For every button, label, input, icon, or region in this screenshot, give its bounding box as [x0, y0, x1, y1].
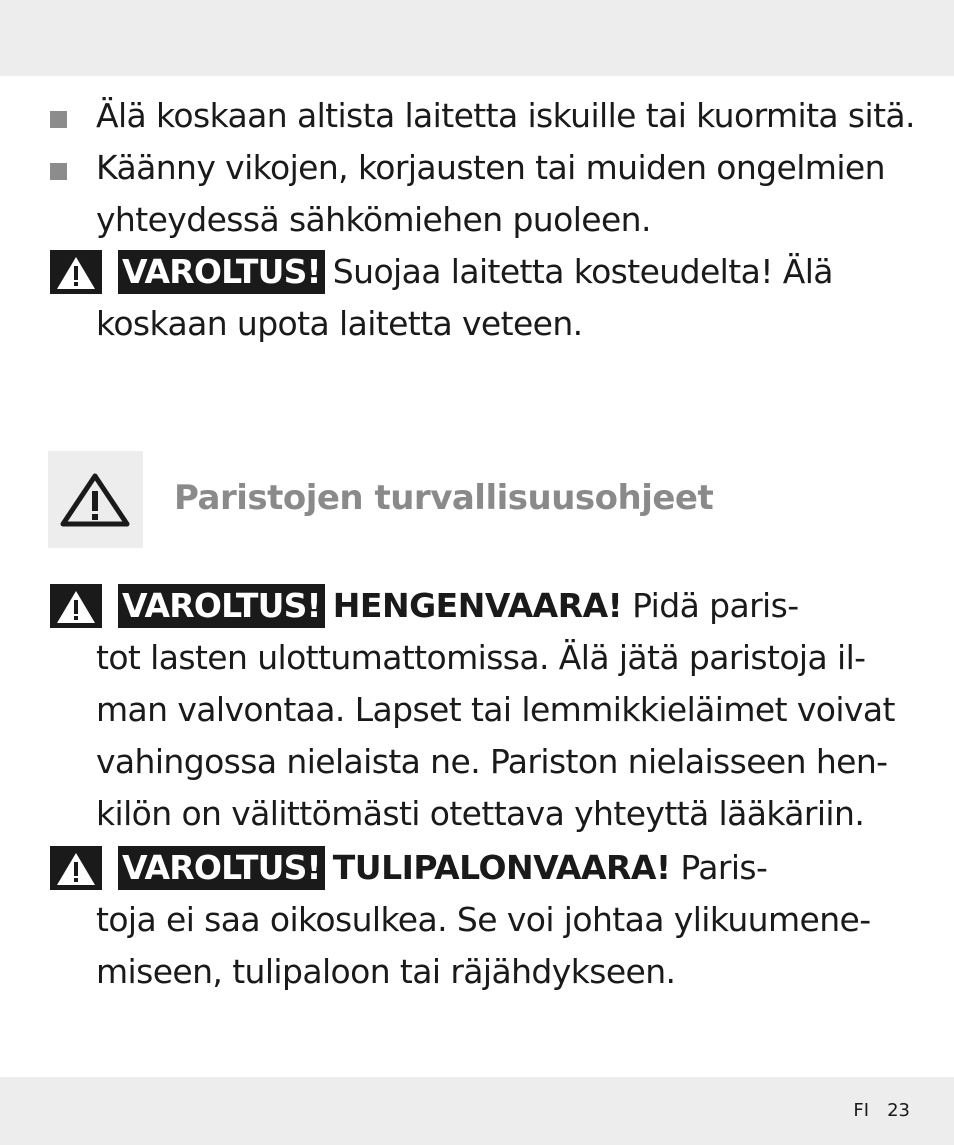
hazard-label: HENGENVAARA! [332, 586, 623, 625]
section-title: Paristojen turvallisuusohjeet [174, 478, 714, 518]
warning-moisture-text-1: Suojaa laitetta kosteudelta! Älä [332, 252, 833, 291]
warning-life-text-1: Pidä paris- [632, 586, 799, 625]
footer-page-number: 23 [887, 1100, 910, 1121]
warning-moisture [96, 246, 916, 350]
warning-triangle-icon [50, 584, 102, 628]
bullet-item-1-text: Älä koskaan altista laitetta iskuille tai kuormita sitä. [96, 96, 915, 135]
warning-life-text-line: man valvontaa. Lapset tai lemmikkieläimet voivat [96, 690, 895, 729]
warning-life-danger [96, 580, 916, 840]
bottom-band [0, 1077, 954, 1145]
warning-triangle-icon [50, 250, 102, 294]
bullet-item-1 [96, 90, 916, 142]
warning-triangle-icon [60, 473, 130, 527]
bullet-marker [50, 111, 67, 128]
bullet-item-2-line-2: yhteydessä sähkömiehen puoleen. [96, 200, 651, 239]
warning-life-text-line: tot lasten ulottumattomissa. Älä jätä paristoja il- [96, 638, 866, 677]
warning-tag: VAROLTUS! [118, 584, 325, 628]
footer-language: FI [853, 1100, 870, 1121]
warning-moisture-text-2: koskaan upota laitetta veteen. [96, 304, 583, 343]
hazard-label: TULIPALONVAARA! [332, 848, 671, 887]
bullet-item-2-line-1: Käänny vikojen, korjausten tai muiden ongelmien [96, 148, 885, 187]
bullet-item-2 [96, 142, 916, 246]
section-heading-icon-box [48, 451, 143, 548]
warning-fire-text-line: miseen, tulipaloon tai räjähdykseen. [96, 952, 676, 991]
warning-tag: VAROLTUS! [118, 250, 325, 294]
warning-fire-danger [96, 842, 916, 998]
warning-triangle-icon [50, 846, 102, 890]
bullet-marker [50, 163, 67, 180]
warning-fire-text-1: Paris- [680, 848, 768, 887]
top-band [0, 0, 954, 76]
warning-tag: VAROLTUS! [118, 846, 325, 890]
warning-life-text-line: kilön on välittömästi otettava yhteyttä lääkäriin. [96, 794, 865, 833]
warning-fire-text-line: toja ei saa oikosulkea. Se voi johtaa ylikuumene- [96, 900, 871, 939]
page-footer [835, 1098, 910, 1124]
warning-life-text-line: vahingossa nielaista ne. Pariston nielaisseen hen- [96, 742, 888, 781]
